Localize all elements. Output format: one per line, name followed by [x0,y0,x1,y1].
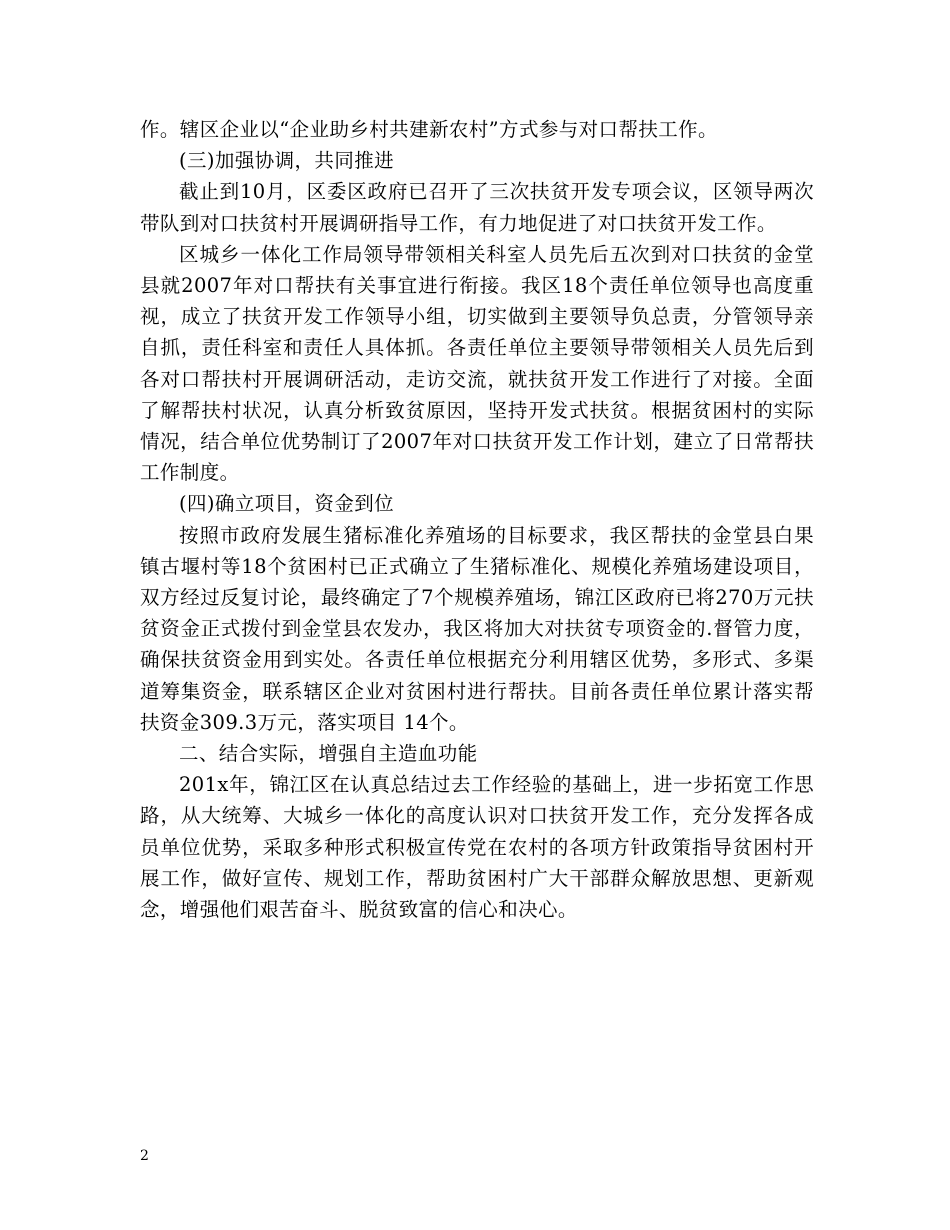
paragraph-6: 按照市政府发展生猪标准化养殖场的目标要求，我区帮扶的金堂县白果镇古堰村等18个贫困村已正式确立了生猪标准化、规模化养殖场建设项目，双方经过反复讨论，最终确定了7个规模养殖场，锦江区政府已将270万元扶贫资金正式拨付到金堂县农发办，我区将加大对扶贫专项资金的.督管力度，确保扶贫资金用到实处。各责任单位根据充分利用辖区优势，多形式、多渠道筹集资金，联系辖区企业对贫困村进行帮扶。目前各责任单位累计落实帮扶资金309.3万元，落实项目 14个。 [140,523,814,734]
document-body [140,114,814,925]
paragraph-1: 作。辖区企业以“企业助乡村共建新农村”方式参与对口帮扶工作。 [140,118,718,141]
paragraph-4: 区城乡一体化工作局领导带领相关科室人员先后五次到对口扶贫的金堂县就2007年对口帮扶有关事宜进行衔接。我区18个责任单位领导也高度重视，成立了扶贫开发工作领导小组，切实做到主要领导负总责，分管领导亲自抓，责任科室和责任人具体抓。各责任单位主要领导带领相关人员先后到各对口帮扶村开展调研活动，走访交流，就扶贫开发工作进行了对接。全面了解帮扶村状况，认真分析致贫原因，坚持开发式扶贫。根据贫困村的实际情况，结合单位优势制订了2007年对口扶贫开发工作计划，建立了日常帮扶工作制度。 [140,242,814,485]
section-heading-2: 二、结合实际，增强自主造血功能 [179,742,478,766]
paragraph-3: 截止到10月，区委区政府已召开了三次扶贫开发专项会议，区领导两次带队到对口扶贫村开展调研指导工作，有力地促进了对口扶贫开发工作。 [140,180,814,235]
page-number: 2 [140,1148,149,1164]
section-heading-3: (三)加强协调，共同推进 [179,149,395,173]
paragraph-8: 201x年，锦江区在认真总结过去工作经验的基础上，进一步拓宽工作思路，从大统筹、大城乡一体化的高度认识对口扶贫开发工作，充分发挥各成员单位优势，采取多种形式积极宣传党在农村的各项方针政策指导贫困村开展工作，做好宣传、规划工作，帮助贫困村广大干部群众解放思想、更新观念，增强他们艰苦奋斗、脱贫致富的信心和决心。 [140,773,814,922]
section-heading-4: (四)确立项目，资金到位 [179,492,395,516]
